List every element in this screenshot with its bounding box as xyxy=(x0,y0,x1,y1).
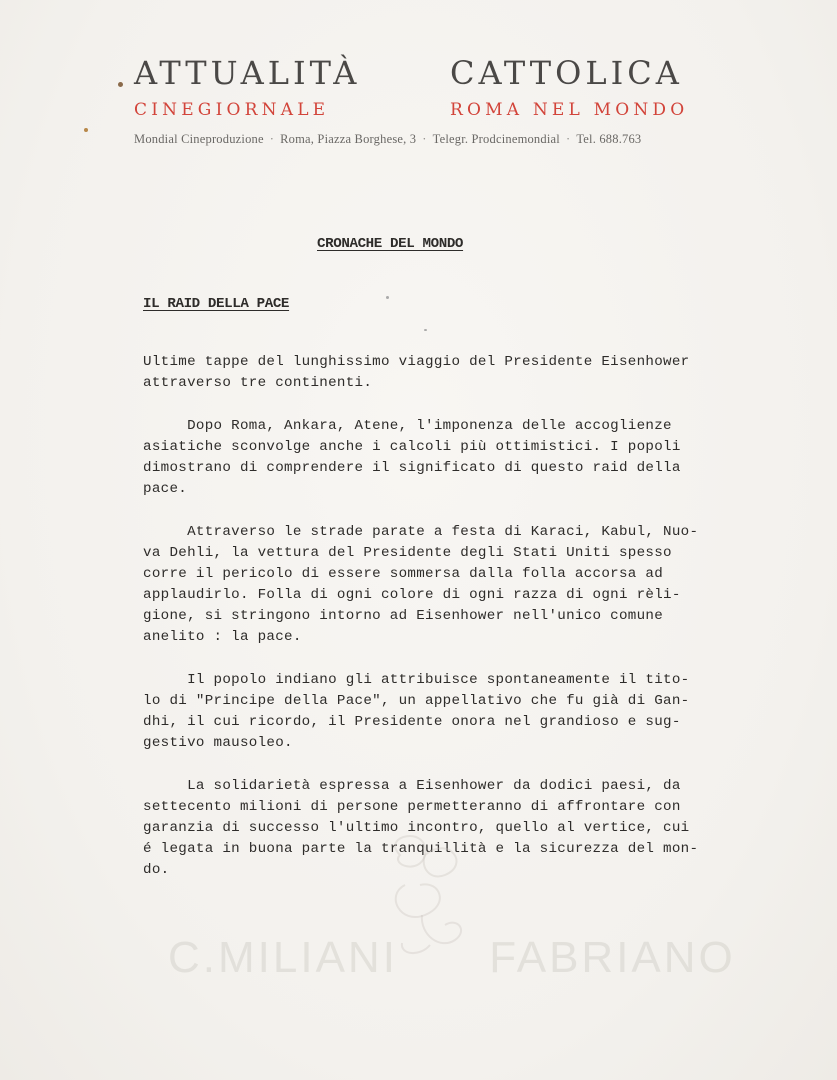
letterhead-title-left: ATTUALITÀ xyxy=(134,54,361,92)
contact-telephone: Tel. 688.763 xyxy=(576,132,642,146)
article-paragraph: Ultime tappe del lunghissimo viaggio del Presidente Eisenhower attraverso tre continenti. xyxy=(143,354,690,391)
article-paragraph: Attraverso le strade parate a festa di Karaci, Kabul, Nuo- va Dehli, la vettura del Presidente degli Stati Uniti spesso corre il pericolo di essere sommersa dalla folla accorsa ad applaudirlo. Folla di ogni colore di ogni razza di ogni rèli- gione, si stringono intorno ad Eisenhower nell'unico comune anelito : la pace. xyxy=(143,524,699,645)
letterhead-title-right: CATTOLICA xyxy=(450,54,683,92)
paper-speck xyxy=(424,329,427,331)
article-body xyxy=(143,352,703,903)
letterhead-contacts: Mondial Cineproduzione · Roma, Piazza Borghese, 3 · Telegr. Prodcinemondial · Tel. 688.763 xyxy=(134,132,642,146)
contact-company: Mondial Cineproduzione xyxy=(134,132,264,146)
paper-speck xyxy=(84,128,88,132)
contact-telegraph: Telegr. Prodcinemondial xyxy=(432,132,560,146)
paper-speck xyxy=(386,296,389,299)
article-headline: IL RAID DELLA PACE xyxy=(143,296,290,312)
section-title: CRONACHE DEL MONDO xyxy=(317,236,464,252)
contact-address: Roma, Piazza Borghese, 3 xyxy=(280,132,417,146)
article-paragraph: Dopo Roma, Ankara, Atene, l'imponenza delle accoglienze asiatiche sconvolge anche i calcoli più ottimistici. I popoli dimostrano di comprendere il significato di questo raid della pace. xyxy=(143,418,681,497)
article-paragraph: Il popolo indiano gli attribuisce spontaneamente il tito- lo di "Principe della Pace", un appellativo che fu già di Gan- dhi, il cui ricordo, il Presidente onora nel grandioso e sug- gestivo mausoleo. xyxy=(143,672,690,751)
letterhead-subtitle-left: CINEGIORNALE xyxy=(134,100,330,120)
article-paragraph: La solidarietà espressa a Eisenhower da dodici paesi, da settecento milioni di persone permetteranno di affrontare con garanzia di successo l'ultimo incontro, quello al vertice, cui é legata in buona parte la tranquillità e la sicurezza del mon- do. xyxy=(143,778,699,878)
letterhead xyxy=(114,54,724,147)
watermark-text: C.MILIANI FABRIANO xyxy=(168,933,736,982)
letterhead-subtitle-right: ROMA NEL MONDO xyxy=(450,100,689,120)
